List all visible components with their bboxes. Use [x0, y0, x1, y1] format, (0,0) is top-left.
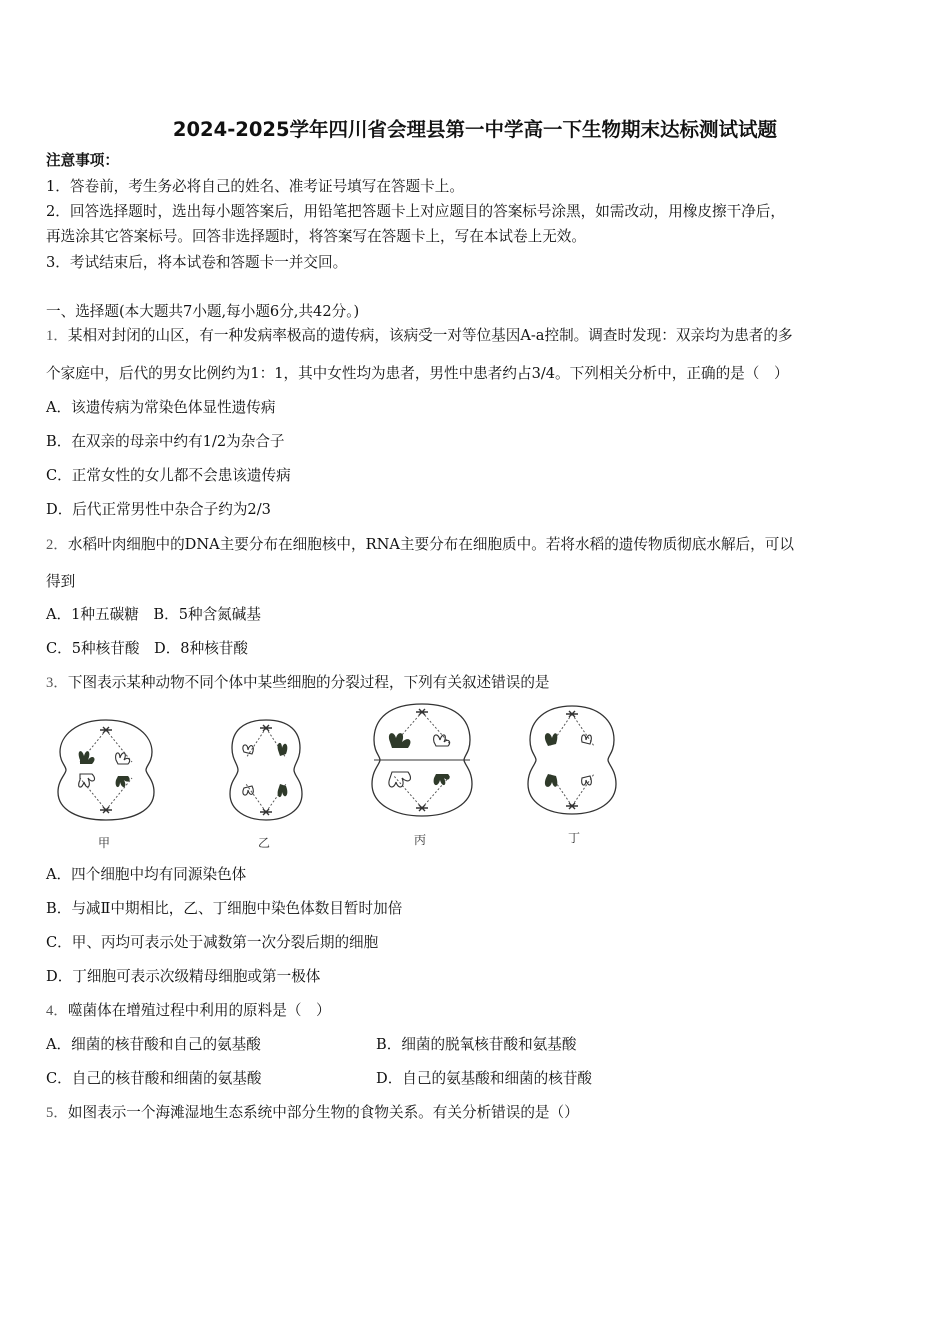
question-number: 1．	[46, 328, 68, 344]
question-1-stem	[46, 326, 793, 346]
figure-label-ding: 丁	[568, 831, 581, 845]
question-3-option-d: D．丁细胞可表示次级精母细胞或第一极体	[46, 968, 321, 985]
question-3-option-a: A．四个细胞中均有同源染色体	[46, 866, 247, 883]
cell-bing	[366, 700, 478, 822]
notice-item: 再选涂其它答案标号。回答非选择题时，将答案写在答题卡上，写在本试卷上无效。	[46, 228, 586, 245]
question-2-options-row1: A．1种五碳糖 B．5种含氮碱基	[46, 606, 261, 623]
cell-ding	[516, 702, 628, 818]
question-4-option-c: C．自己的核苷酸和细菌的氨基酸	[46, 1070, 262, 1087]
question-1-option-c: C．正常女性的女儿都不会患该遗传病	[46, 467, 291, 484]
question-text: 如图表示一个海滩湿地生态系统中部分生物的食物关系。有关分析错误的是（）	[67, 1104, 579, 1121]
question-number: 5．	[46, 1105, 68, 1121]
question-3-stem	[46, 673, 550, 693]
question-3-option-c: C．甲、丙均可表示处于减数第一次分裂后期的细胞	[46, 934, 379, 951]
question-number: 3．	[46, 675, 68, 691]
question-1-stem-cont: 个家庭中，后代的男女比例约为1：1，其中女性均为患者，男性中患者约占3/4。下列相关分析中，正确的是（ ）	[46, 365, 789, 382]
question-number: 2．	[46, 537, 68, 553]
question-4-option-b: B．细菌的脱氧核苷酸和氨基酸	[376, 1036, 577, 1053]
cell-yi	[210, 714, 322, 826]
question-4-option-d: D．自己的氨基酸和细菌的核苷酸	[376, 1070, 593, 1087]
notice-item: 3．考试结束后，将本试卷和答题卡一并交回。	[46, 254, 348, 271]
question-text: 噬菌体在增殖过程中利用的原料是（ ）	[67, 1002, 331, 1019]
question-text: 下图表示某种动物不同个体中某些细胞的分裂过程，下列有关叙述错误的是	[67, 674, 550, 691]
figure-label-yi: 乙	[258, 836, 271, 850]
question-4-stem	[46, 1001, 331, 1021]
question-text: 某相对封闭的山区，有一种发病率极高的遗传病，该病受一对等位基因A-a控制。调查时发现：双亲均为患者的多	[67, 327, 793, 344]
question-4-option-a: A．细菌的核苷酸和自己的氨基酸	[46, 1036, 261, 1053]
cell-jia	[50, 714, 162, 826]
figure-label-jia: 甲	[98, 836, 111, 850]
section-heading: 一、选择题(本大题共7小题,每小题6分,共42分。)	[46, 303, 360, 320]
notice-heading: 注意事项：	[46, 152, 119, 169]
question-2-stem-cont: 得到	[46, 573, 76, 590]
notice-item: 2．回答选择题时，选出每小题答案后，用铅笔把答题卡上对应题目的答案标号涂黑，如需改动，用橡皮擦干净后，	[46, 203, 785, 220]
question-2-stem	[46, 535, 794, 555]
figure-label-bing: 丙	[414, 833, 427, 847]
question-2-options-row2: C．5种核苷酸 D．8种核苷酸	[46, 640, 248, 657]
question-text: 水稻叶肉细胞中的DNA主要分布在细胞核中，RNA主要分布在细胞质中。若将水稻的遗传物质彻底水解后，可以	[67, 536, 794, 553]
notice-item: 1．答卷前，考生务必将自己的姓名、准考证号填写在答题卡上。	[46, 178, 464, 195]
question-1-option-a: A．该遗传病为常染色体显性遗传病	[46, 399, 276, 416]
question-5-stem	[46, 1103, 579, 1123]
page-title: 2024-2025学年四川省会理县第一中学高一下生物期末达标测试试题	[172, 118, 778, 141]
question-1-option-d: D．后代正常男性中杂合子约为2/3	[46, 501, 271, 518]
question-1-option-b: B．在双亲的母亲中约有1/2为杂合子	[46, 433, 285, 450]
question-3-option-b: B．与减Ⅱ中期相比，乙、丁细胞中染色体数目暂时加倍	[46, 900, 403, 917]
cell-division-figure	[46, 700, 646, 852]
question-number: 4．	[46, 1003, 68, 1019]
